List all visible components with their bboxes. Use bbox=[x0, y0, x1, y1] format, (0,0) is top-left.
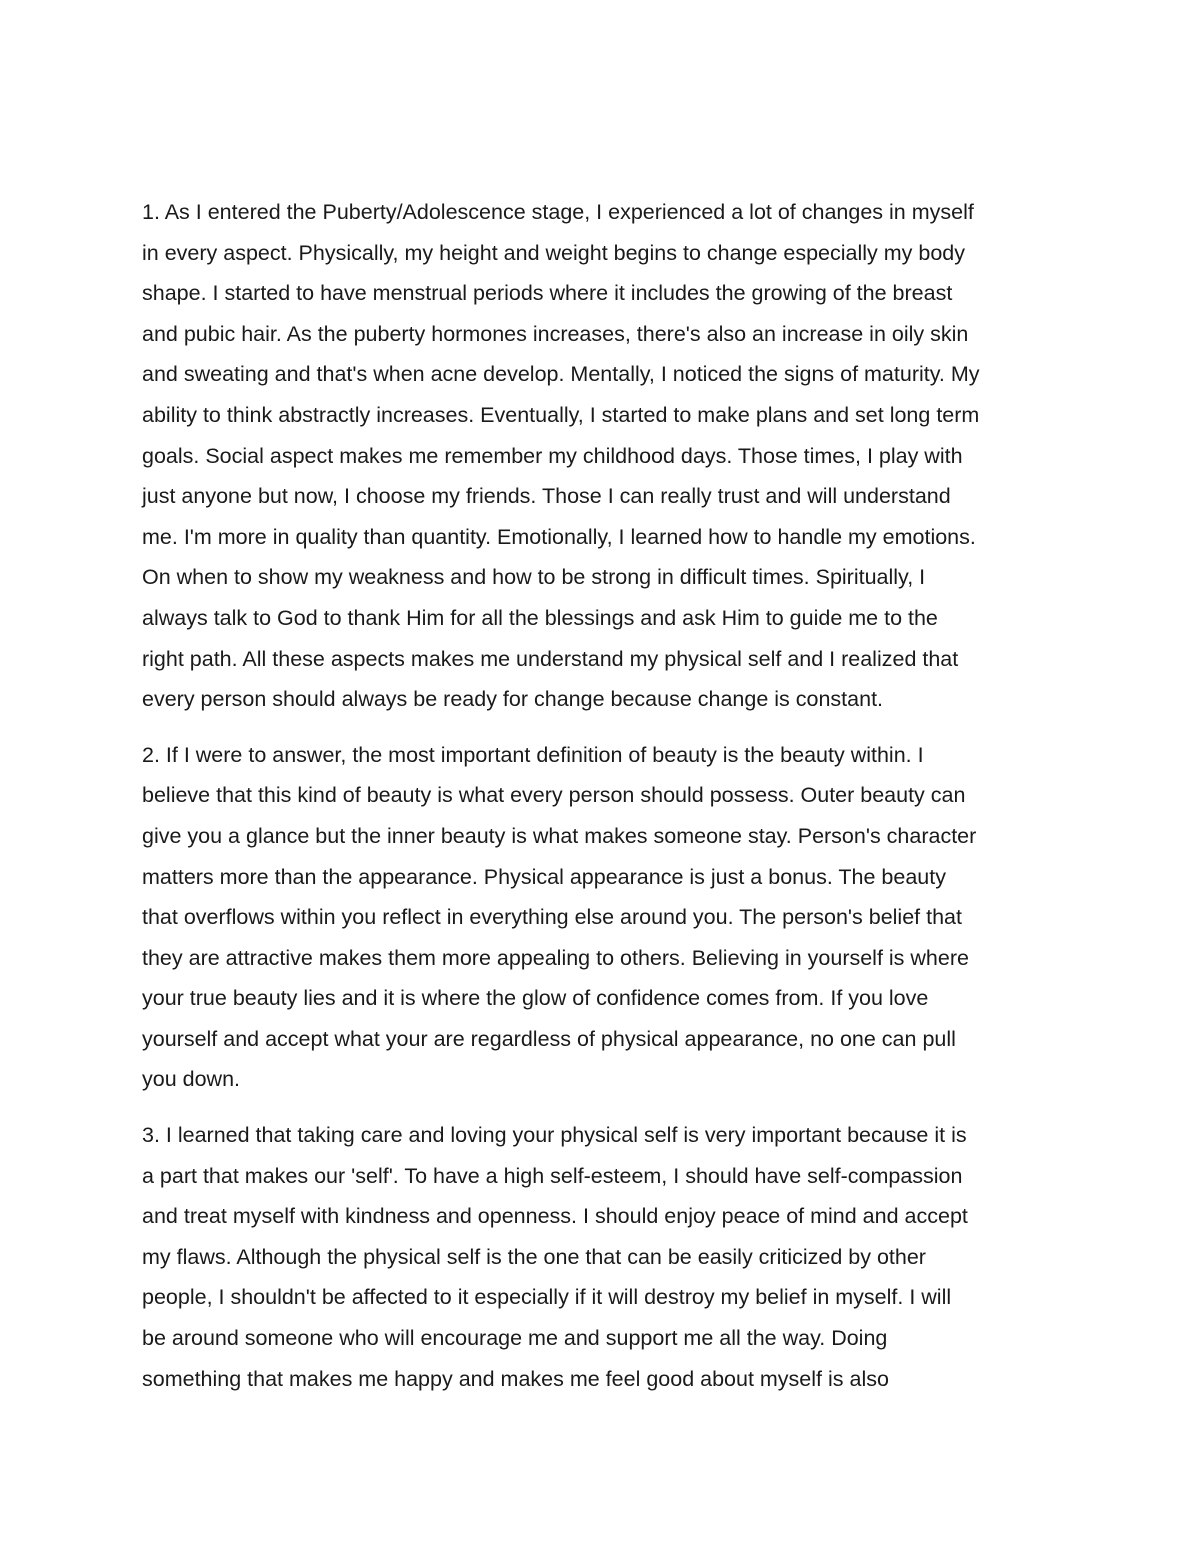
text-line: always talk to God to thank Him for all the blessings and ask Him to guide me to the bbox=[142, 605, 938, 630]
text-line: you down. bbox=[142, 1067, 241, 1092]
text-line: give you a glance but the inner beauty is what makes someone stay. Person's character bbox=[142, 823, 977, 848]
text-line: 3. I learned that taking care and loving your physical self is very important because it is bbox=[142, 1123, 967, 1148]
text-line: my flaws. Although the physical self is the one that can be easily criticized by other bbox=[142, 1244, 926, 1269]
text-line: yourself and accept what your are regardless of physical appearance, no one can pull bbox=[142, 1026, 956, 1051]
text-line: people, I shouldn't be affected to it especially if it will destroy my belief in myself. I will bbox=[142, 1285, 952, 1310]
text-line: every person should always be ready for change because change is constant. bbox=[142, 687, 884, 712]
paragraph-2 bbox=[142, 735, 1072, 1100]
text-line: me. I'm more in quality than quantity. Emotionally, I learned how to handle my emotions. bbox=[142, 524, 976, 549]
text-line: On when to show my weakness and how to be strong in difficult times. Spiritually, I bbox=[142, 565, 926, 590]
text-line: matters more than the appearance. Physical appearance is just a bonus. The beauty bbox=[142, 864, 946, 889]
paragraph-1 bbox=[142, 192, 1072, 720]
text-line: be around someone who will encourage me and support me all the way. Doing bbox=[142, 1326, 888, 1351]
document-body bbox=[142, 192, 1072, 1399]
text-line: your true beauty lies and it is where the glow of confidence comes from. If you love bbox=[142, 986, 929, 1011]
text-line: in every aspect. Physically, my height and weight begins to change especially my body bbox=[142, 240, 966, 265]
text-line: they are attractive makes them more appealing to others. Believing in yourself is where bbox=[142, 945, 969, 970]
text-line: goals. Social aspect makes me remember my childhood days. Those times, I play with bbox=[142, 443, 963, 468]
text-line: believe that this kind of beauty is what every person should possess. Outer beauty can bbox=[142, 783, 966, 808]
text-line: and sweating and that's when acne develop. Mentally, I noticed the signs of maturity. My bbox=[142, 362, 980, 387]
paragraph-3 bbox=[142, 1115, 1072, 1399]
text-line: and treat myself with kindness and openness. I should enjoy peace of mind and accept bbox=[142, 1204, 968, 1229]
text-line: something that makes me happy and makes me feel good about myself is also bbox=[142, 1366, 889, 1391]
text-line: right path. All these aspects makes me understand my physical self and I realized that bbox=[142, 646, 959, 671]
text-line: just anyone but now, I choose my friends. Those I can really trust and will understand bbox=[142, 484, 951, 509]
text-line: 1. As I entered the Puberty/Adolescence stage, I experienced a lot of changes in myself bbox=[142, 200, 974, 224]
text-line: ability to think abstractly increases. Eventually, I started to make plans and set long term bbox=[142, 402, 980, 427]
text-line: a part that makes our 'self'. To have a high self-esteem, I should have self-compassion bbox=[142, 1163, 963, 1188]
text-line: 2. If I were to answer, the most important definition of beauty is the beauty within. I bbox=[142, 742, 924, 767]
text-line: shape. I started to have menstrual periods where it includes the growing of the breast bbox=[142, 281, 953, 306]
text-line: and pubic hair. As the puberty hormones increases, there's also an increase in oily skin bbox=[142, 321, 969, 346]
text-line: that overflows within you reflect in everything else around you. The person's belief that bbox=[142, 905, 962, 930]
